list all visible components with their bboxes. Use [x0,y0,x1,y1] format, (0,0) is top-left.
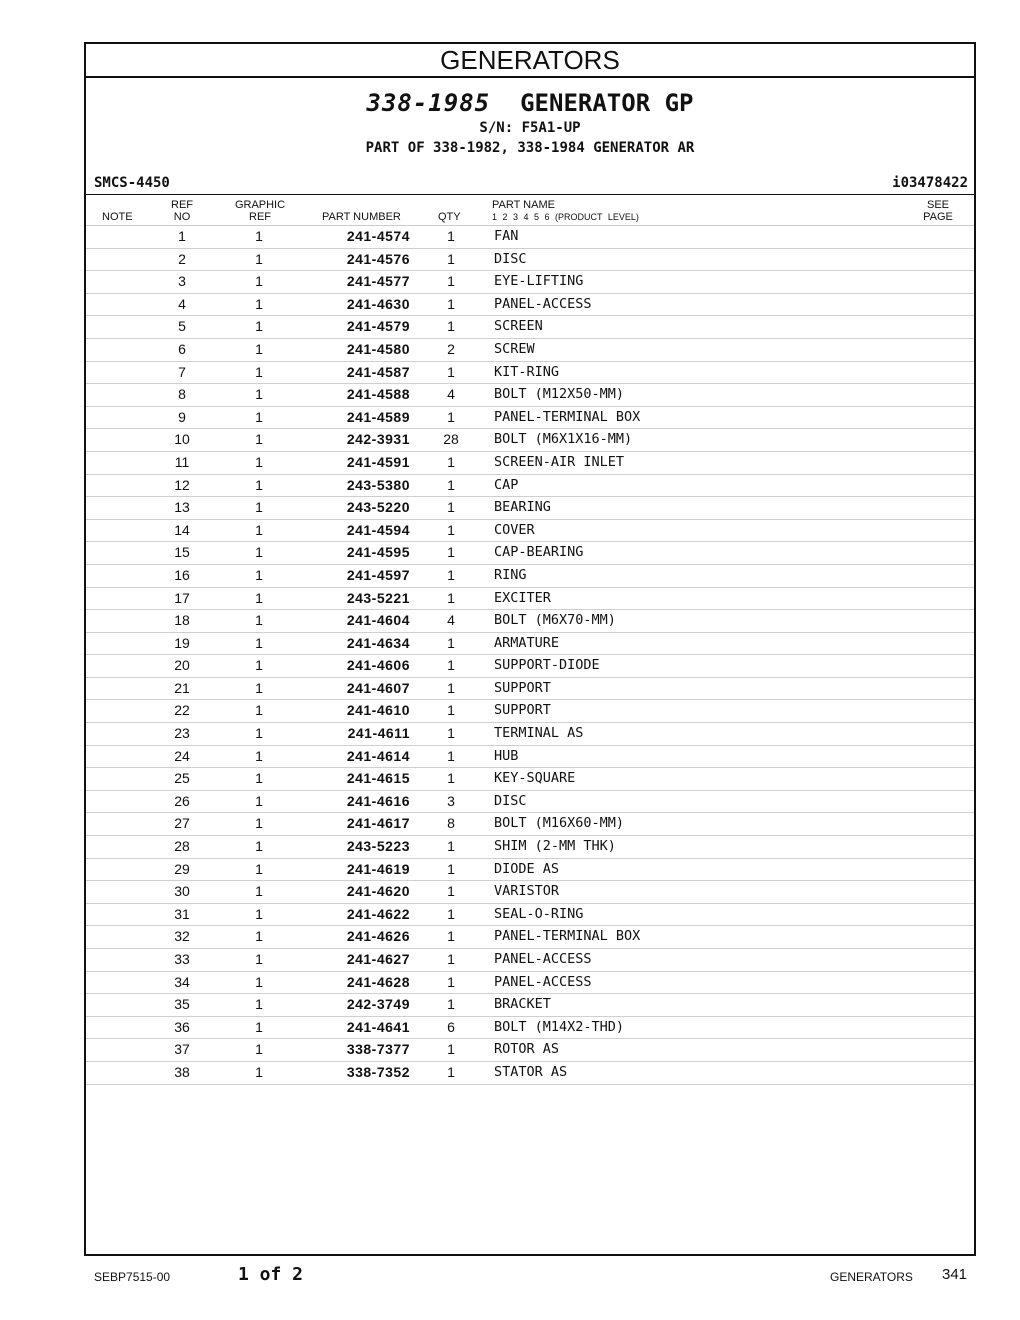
table-row [86,678,974,701]
graphic-ref-cell: 1 [255,679,263,696]
group-title [86,88,974,118]
ref-no-cell: 4 [178,295,186,312]
part-number-cell: 241-4594 [346,521,410,538]
part-name-cell: ARMATURE [494,634,560,651]
ref-no-cell: 8 [178,386,186,403]
part-name-cell: SCREW [494,340,535,357]
part-number-cell: 241-4614 [346,747,410,764]
ref-no-cell: 35 [174,996,190,1013]
ref-no-cell: 12 [174,476,190,493]
part-name-cell: FAN [494,228,519,244]
part-number-cell: 241-4630 [346,295,410,312]
graphic-ref-cell: 1 [255,228,263,244]
part-name-cell: PANEL-TERMINAL BOX [494,928,641,945]
col-ref-line1: REF [171,199,193,211]
table-row [86,881,974,904]
column-headers [86,195,974,226]
qty-cell: 1 [447,657,455,674]
part-number-cell: 243-5380 [346,476,410,493]
smcs-code: SMCS-4450 [94,175,170,191]
col-ref-line2: NO [173,211,191,223]
part-name-cell: BOLT (M14X2-THD) [494,1018,625,1035]
qty-cell: 1 [447,1041,455,1058]
ref-no-cell: 7 [178,363,186,380]
qty-cell: 1 [447,273,455,290]
graphic-ref-cell: 1 [255,431,263,448]
col-see-line1: SEE [926,199,949,211]
qty-cell: 1 [447,973,455,990]
graphic-ref-cell: 1 [255,250,263,267]
col-part-number: PART NUMBER [322,211,401,223]
graphic-ref-cell: 1 [255,657,263,674]
ref-no-cell: 28 [174,838,190,855]
part-name-cell: BOLT (M12X50-MM) [494,386,625,403]
table-row [86,1039,974,1062]
graphic-ref-cell: 1 [255,792,263,809]
part-name-cell: EYE-LIFTING [494,273,584,290]
table-row [86,226,974,249]
table-row [86,407,974,430]
qty-cell: 1 [447,295,455,312]
qty-cell: 1 [447,702,455,719]
part-number-cell: 241-4611 [347,725,410,742]
part-number-cell: 241-4628 [346,973,410,990]
graphic-ref-cell: 1 [255,951,263,967]
table-row [86,655,974,678]
ref-no-cell: 10 [174,431,190,448]
table-row [86,904,974,927]
part-number-cell: 241-4607 [346,679,410,696]
part-name-cell: BRACKET [494,996,551,1013]
table-row [86,813,974,836]
graphic-ref-cell: 1 [255,1018,263,1035]
table-row [86,362,974,385]
part-number-cell: 243-5220 [346,499,410,516]
qty-cell: 3 [447,792,455,809]
section-title: GENERATORS [86,44,974,78]
part-name-cell: PANEL-ACCESS [494,951,592,967]
table-row [86,271,974,294]
part-name-cell: BOLT (M6X1X16-MM) [494,431,633,448]
part-name-cell: SCREEN-AIR INLET [494,453,625,470]
qty-cell: 1 [447,476,455,493]
part-name-cell: CAP [494,476,519,493]
part-number-cell: 241-4579 [346,318,410,335]
part-name-cell: PANEL-ACCESS [494,295,592,312]
qty-cell: 1 [447,228,455,244]
part-number-cell: 241-4580 [346,340,410,357]
part-number-cell: 241-4622 [346,905,410,922]
graphic-ref-cell: 1 [255,770,263,787]
ident-code: i03478422 [892,175,968,191]
part-number-cell: 338-7377 [346,1041,410,1058]
qty-cell: 1 [447,499,455,516]
graphic-ref-cell: 1 [255,747,263,764]
qty-cell: 1 [447,1063,455,1080]
ref-no-cell: 6 [178,340,186,357]
qty-cell: 1 [447,453,455,470]
graphic-ref-cell: 1 [255,363,263,380]
part-name-cell: BOLT (M16X60-MM) [494,815,625,832]
serial-number: S/N: F5A1-UP [479,120,581,136]
part-name-cell: SUPPORT [494,679,551,696]
part-name-cell: PANEL-TERMINAL BOX [494,408,641,425]
ref-no-cell: 9 [178,408,186,425]
page-of: 1 of 2 [238,1264,304,1285]
table-row [86,520,974,543]
part-number-cell: 241-4626 [346,928,410,945]
col-product-level: 1 2 3 4 5 6 (PRODUCT LEVEL) [492,212,639,222]
part-number-cell: 241-4634 [346,634,410,651]
part-number-cell: 241-4615 [346,770,410,787]
part-name-cell: SUPPORT [494,702,551,719]
graphic-ref-cell: 1 [255,340,263,357]
table-row [86,565,974,588]
ref-no-cell: 23 [174,725,190,742]
part-name-cell: CAP-BEARING [494,544,584,561]
qty-cell: 1 [447,363,455,380]
ref-no-cell: 36 [174,1018,190,1035]
col-qty: QTY [438,211,461,223]
part-number-cell: 242-3749 [346,996,410,1013]
part-name-cell: VARISTOR [494,883,560,900]
part-number-cell: 241-4616 [346,792,410,809]
qty-cell: 1 [447,544,455,561]
part-number-cell: 338-7352 [346,1063,410,1080]
table-row [86,475,974,498]
qty-cell: 1 [447,589,455,606]
table-row [86,836,974,859]
qty-cell: 1 [447,634,455,651]
graphic-ref-cell: 1 [255,453,263,470]
graphic-ref-cell: 1 [255,566,263,583]
ref-no-cell: 27 [174,815,190,832]
graphic-ref-cell: 1 [255,860,263,877]
table-row [86,588,974,611]
qty-cell: 2 [447,340,455,357]
part-name-cell: BOLT (M6X70-MM) [494,612,616,629]
qty-cell: 1 [447,747,455,764]
ref-no-cell: 38 [174,1063,190,1080]
table-row [86,723,974,746]
part-name-cell: PANEL-ACCESS [494,973,592,990]
col-ref-no [170,199,194,223]
ref-no-cell: 14 [174,521,190,538]
part-number-cell: 241-4606 [346,657,410,674]
table-row [86,339,974,362]
ref-no-cell: 33 [174,951,190,967]
part-number-cell: 241-4627 [346,951,410,967]
col-see-line2: PAGE [923,211,953,223]
ref-no-cell: 15 [174,544,190,561]
part-name-cell: DISC [494,792,527,809]
part-name-cell: SUPPORT-DIODE [494,657,600,674]
table-row [86,859,974,882]
footer-section: GENERATORS [830,1270,913,1284]
graphic-ref-cell: 1 [255,273,263,290]
graphic-ref-cell: 1 [255,634,263,651]
graphic-ref-cell: 1 [255,815,263,832]
table-row [86,972,974,995]
qty-cell: 1 [447,725,455,742]
col-part-name: PART NAME [492,199,555,211]
part-number-cell: 241-4591 [346,453,410,470]
ref-no-cell: 16 [174,566,190,583]
graphic-ref-cell: 1 [255,521,263,538]
qty-cell: 4 [447,612,455,629]
table-row [86,791,974,814]
table-row [86,542,974,565]
ref-no-cell: 26 [174,792,190,809]
part-number-cell: 241-4604 [346,612,410,629]
graphic-ref-cell: 1 [255,838,263,855]
part-name-cell: TERMINAL AS [494,725,584,742]
qty-cell: 28 [443,431,459,448]
part-number-cell: 241-4576 [346,250,410,267]
table-row [86,429,974,452]
ref-no-cell: 32 [174,928,190,945]
part-number-cell: 241-4574 [346,228,410,244]
page-number: 341 [942,1266,968,1283]
table-row [86,994,974,1017]
qty-cell: 1 [447,951,455,967]
group-header [86,78,974,158]
part-name-cell: KEY-SQUARE [494,770,576,787]
table-row [86,1062,974,1085]
qty-cell: 8 [447,815,455,832]
qty-cell: 1 [447,408,455,425]
part-name-cell: EXCITER [494,589,551,606]
table-row [86,384,974,407]
graphic-ref-cell: 1 [255,928,263,945]
doc-number: SEBP7515-00 [94,1270,171,1284]
qty-cell: 1 [447,318,455,335]
group-name: GENERATOR GP [520,89,694,117]
table-row [86,294,974,317]
graphic-ref-cell: 1 [255,996,263,1013]
ref-no-cell: 11 [174,453,190,470]
qty-cell: 4 [447,386,455,403]
qty-cell: 1 [447,860,455,877]
code-row [86,172,974,195]
table-row [86,633,974,656]
part-number-cell: 241-4587 [346,363,410,380]
ref-no-cell: 25 [174,770,190,787]
qty-cell: 1 [447,883,455,900]
graphic-ref-cell: 1 [255,408,263,425]
graphic-ref-cell: 1 [255,1063,263,1080]
graphic-ref-cell: 1 [255,612,263,629]
qty-cell: 1 [447,250,455,267]
part-name-cell: KIT-RING [494,363,560,380]
part-number-cell: 241-4610 [346,702,410,719]
graphic-ref-cell: 1 [255,905,263,922]
part-number-cell: 241-4588 [346,386,410,403]
part-number-cell: 243-5221 [346,589,410,606]
graphic-ref-cell: 1 [255,386,263,403]
qty-cell: 1 [447,996,455,1013]
graphic-ref-cell: 1 [255,544,263,561]
table-row [86,316,974,339]
part-name-cell: HUB [494,747,519,764]
graphic-ref-cell: 1 [255,476,263,493]
col-graphic-ref [232,199,288,223]
table-row [86,610,974,633]
group-part-number: 338-1985 [366,89,491,117]
graphic-ref-cell: 1 [255,295,263,312]
ref-no-cell: 31 [174,905,190,922]
ref-no-cell: 37 [174,1041,190,1058]
qty-cell: 1 [447,928,455,945]
qty-cell: 1 [447,838,455,855]
part-number-cell: 241-4641 [346,1018,410,1035]
graphic-ref-cell: 1 [255,318,263,335]
table-row [86,926,974,949]
part-name-cell: DIODE AS [494,860,560,877]
qty-cell: 1 [447,770,455,787]
part-name-cell: SEAL-O-RING [494,905,584,922]
ref-no-cell: 17 [174,589,190,606]
part-name-cell: DISC [494,250,527,267]
col-see-page [920,199,956,223]
qty-cell: 1 [447,521,455,538]
ref-no-cell: 30 [174,883,190,900]
table-row [86,949,974,972]
page-frame [84,42,976,1256]
table-row [86,1017,974,1040]
part-name-cell: SHIM (2-MM THK) [494,838,616,855]
ref-no-cell: 22 [174,702,190,719]
ref-no-cell: 3 [178,273,186,290]
ref-no-cell: 19 [174,634,190,651]
table-row [86,452,974,475]
qty-cell: 1 [447,905,455,922]
part-name-cell: SCREEN [494,318,543,335]
part-number-cell: 242-3931 [346,431,410,448]
parts-table [86,226,974,1085]
ref-no-cell: 18 [174,612,190,629]
qty-cell: 1 [447,679,455,696]
graphic-ref-cell: 1 [255,883,263,900]
ref-no-cell: 2 [178,250,186,267]
part-number-cell: 243-5223 [346,838,410,855]
ref-no-cell: 34 [174,973,190,990]
graphic-ref-cell: 1 [255,973,263,990]
ref-no-cell: 21 [174,679,190,696]
qty-cell: 1 [447,566,455,583]
part-number-cell: 241-4577 [346,273,410,290]
part-name-cell: RING [494,566,527,583]
col-graphic-line1: GRAPHIC [234,199,286,211]
qty-cell: 6 [447,1018,455,1035]
part-number-cell: 241-4589 [346,408,410,425]
part-name-cell: STATOR AS [494,1063,568,1080]
col-note: NOTE [102,211,133,223]
graphic-ref-cell: 1 [255,1041,263,1058]
table-row [86,497,974,520]
table-row [86,249,974,272]
ref-no-cell: 1 [178,228,186,244]
ref-no-cell: 29 [174,860,190,877]
graphic-ref-cell: 1 [255,702,263,719]
part-of-line: PART OF 338-1982, 338-1984 GENERATOR AR [365,140,695,156]
graphic-ref-cell: 1 [255,725,263,742]
graphic-ref-cell: 1 [255,589,263,606]
part-number-cell: 241-4595 [346,544,410,561]
table-row [86,746,974,769]
table-row [86,768,974,791]
part-number-cell: 241-4620 [346,883,410,900]
ref-no-cell: 24 [174,747,190,764]
part-number-cell: 241-4617 [346,815,410,832]
part-number-cell: 241-4619 [346,860,410,877]
table-row [86,700,974,723]
ref-no-cell: 13 [174,499,190,516]
ref-no-cell: 20 [174,657,190,674]
part-name-cell: ROTOR AS [494,1041,560,1058]
ref-no-cell: 5 [178,318,186,335]
part-number-cell: 241-4597 [346,566,410,583]
col-graphic-line2: REF [249,211,271,223]
graphic-ref-cell: 1 [255,499,263,516]
part-name-cell: BEARING [494,499,551,516]
part-name-cell: COVER [494,521,535,538]
